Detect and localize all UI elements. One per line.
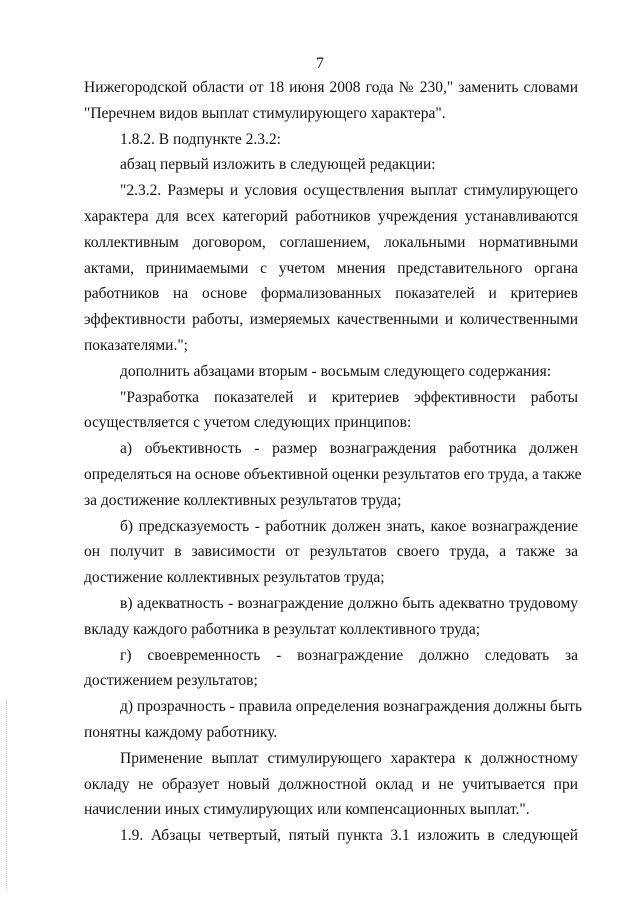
text-line: достижение коллективных результатов труда;: [84, 569, 385, 587]
scan-margin-mark: [6, 700, 8, 890]
text-line: вкладу каждого работника в результат коллективного труда;: [84, 620, 481, 638]
text-line: 1.8.2. В подпункте 2.3.2:: [120, 130, 281, 148]
text-line: определяться на основе объективной оценки результатов его труда, а также: [84, 465, 582, 483]
text-line: Нижегородской области от 18 июня 2008 года № 230," заменить словами: [84, 79, 578, 96]
text-line: г) своевременность - вознаграждение должно следовать за: [120, 646, 578, 664]
text-line: за достижение коллективных результатов труда;: [84, 491, 402, 509]
document-body: [84, 75, 583, 849]
text-line: понятны каждому работнику.: [84, 723, 278, 741]
text-line: показателями.";: [84, 336, 188, 354]
text-line: характера для всех категорий работников учреждения устанавливаются: [84, 207, 578, 225]
text-line: достижением результатов;: [84, 672, 258, 690]
text-line: окладу не образует новый должностной оклад и не учитывается при: [84, 775, 578, 793]
text-line: Применение выплат стимулирующего характера к должностному: [120, 749, 578, 767]
text-line: он получит в зависимости от результатов своего труда, а также за: [84, 543, 578, 561]
text-line: осуществляется с учетом следующих принципов:: [84, 414, 412, 432]
text-line: начислении иных стимулирующих или компенсационных выплат.".: [84, 801, 530, 819]
text-line: актами, принимаемыми с учетом мнения представительного органа: [84, 259, 578, 277]
text-line: 1.9. Абзацы четвертый, пятый пункта 3.1 изложить в следующей: [120, 827, 578, 845]
text-line: эффективности работы, измеряемых качественными и количественными: [84, 311, 578, 329]
text-line: в) адекватность - вознаграждение должно быть адекватно трудовому: [120, 594, 578, 612]
text-line: д) прозрачность - правила определения вознаграждения должны быть: [120, 698, 583, 716]
text-line: "Перечнем видов выплат стимулирующего характера".: [84, 104, 446, 122]
text-line: абзац первый изложить в следующей редакции:: [120, 156, 436, 174]
text-line: б) предсказуемость - работник должен знать, какое вознаграждение: [120, 517, 578, 535]
page-number: 7: [316, 55, 324, 72]
text-line: работников на основе формализованных показателей и критериев: [84, 285, 578, 303]
text-line: "Разработка показателей и критериев эффективности работы: [120, 388, 578, 406]
text-line: коллективным договором, соглашением, локальными нормативными: [84, 233, 578, 251]
text-line: "2.3.2. Размеры и условия осуществления выплат стимулирующего: [120, 182, 578, 200]
text-line: дополнить абзацами вторым - восьмым следующего содержания:: [120, 362, 552, 380]
text-line: а) объективность - размер вознаграждения работника должен: [120, 440, 578, 458]
